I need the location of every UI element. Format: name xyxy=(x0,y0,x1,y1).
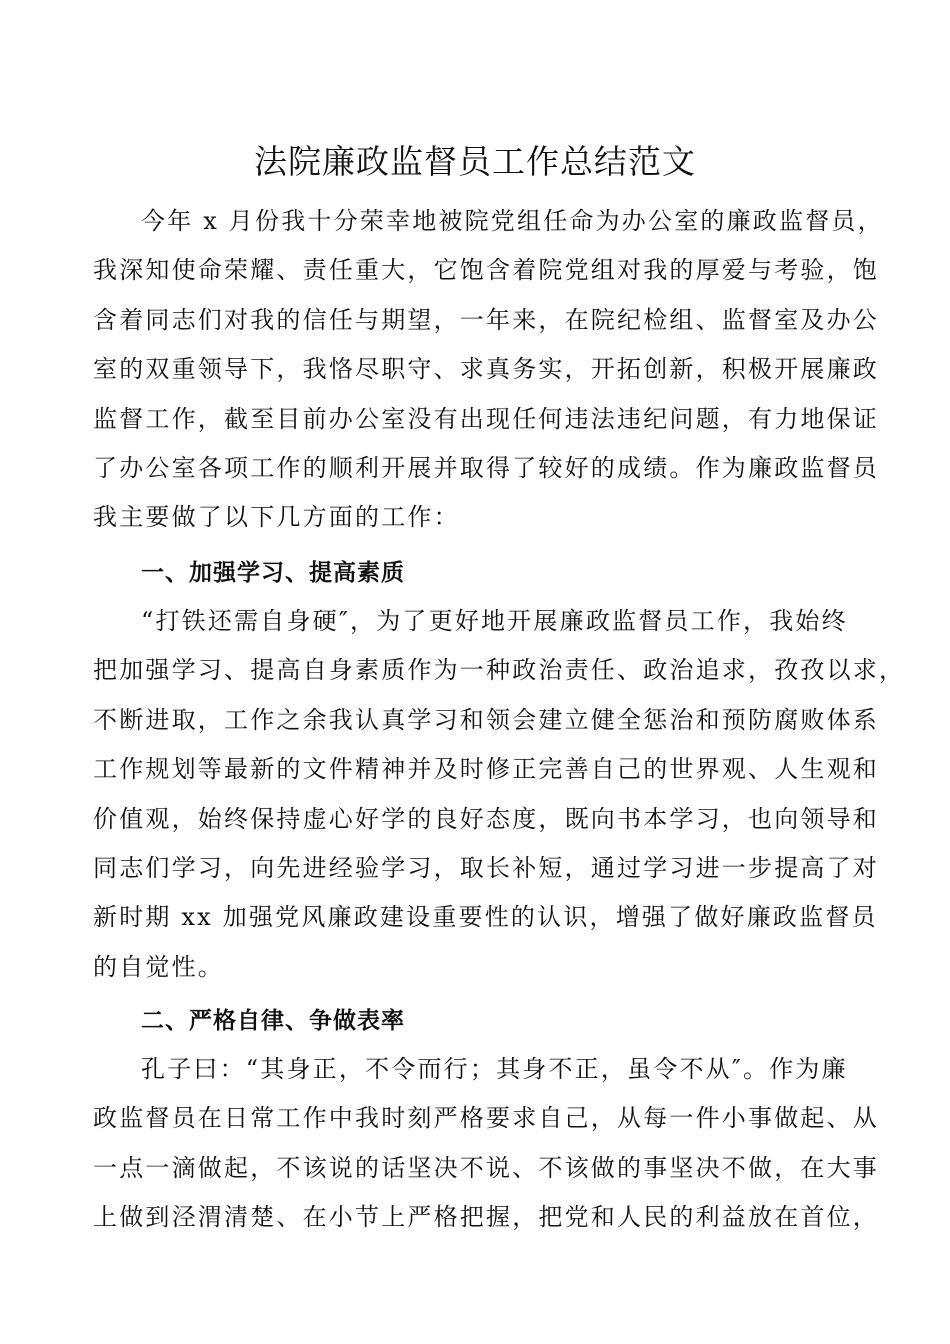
paragraph-line: 监督工作，截至目前办公室没有出现任何违法违纪问题，有力地保证 xyxy=(93,404,879,433)
paragraph-line: 同志们学习，向先进经验学习，取长补短，通过学习进一步提高了对 xyxy=(93,854,879,883)
document-title: 法院廉政监督员工作总结范文 xyxy=(254,142,696,181)
paragraph-line: 了办公室各项工作的顺利开展并取得了较好的成绩。作为廉政监督员 xyxy=(93,454,879,483)
paragraph-line: 我主要做了以下几方面的工作： xyxy=(93,503,460,532)
paragraph-line: 上做到泾渭清楚、在小节上严格把握，把党和人民的利益放在首位， xyxy=(93,1203,879,1232)
section-2-paragraph xyxy=(93,1045,879,1243)
section-heading-1: 一、加强学习、提高素质 xyxy=(141,560,405,586)
paragraph-line: 室的双重领导下，我恪尽职守、求真务实，开拓创新，积极开展廉政 xyxy=(93,355,879,384)
paragraph-line: 工作规划等最新的文件精神并及时修正完善自己的世界观、人生观和 xyxy=(93,755,879,784)
paragraph-line: 政监督员在日常工作中我时刻严格要求自己，从每一件小事做起、从 xyxy=(93,1104,879,1133)
section-heading-2: 二、严格自律、争做表率 xyxy=(141,1008,405,1034)
paragraph-line: 把加强学习、提高自身素质作为一种政治责任、政治追求，孜孜以求， xyxy=(93,656,906,685)
paragraph-line: 今年 x 月份我十分荣幸地被院党组任命为办公室的廉政监督员， xyxy=(141,207,884,235)
intro-paragraph xyxy=(93,197,884,543)
paragraph-line: 我深知使命荣耀、责任重大，它饱含着院党组对我的厚爱与考验，饱 xyxy=(93,256,879,285)
paragraph-line: 一点一滴做起，不该说的话坚决不说、不该做的事坚决不做，在大事 xyxy=(93,1153,879,1182)
paragraph-line: “打铁还需自身硬″，为了更好地开展廉政监督员工作，我始终 xyxy=(141,607,848,635)
paragraph-line: 的自觉性。 xyxy=(93,952,224,981)
paragraph-line: 价值观，始终保持虚心好学的良好态度，既向书本学习，也向领导和 xyxy=(93,804,879,833)
paragraph-line: 不断进取，工作之余我认真学习和领会建立健全惩治和预防腐败体系 xyxy=(93,705,879,734)
paragraph-line: 新时期 xx 加强党风廉政建设重要性的认识，增强了做好廉政监督员 xyxy=(93,903,878,932)
paragraph-line: 含着同志们对我的信任与期望，一年来，在院纪检组、监督室及办公 xyxy=(93,305,879,334)
section-1-paragraph xyxy=(93,597,906,992)
paragraph-line: 孔子曰：“其身正，不令而行；其身不正，虽令不从″。作为廉 xyxy=(141,1055,848,1083)
